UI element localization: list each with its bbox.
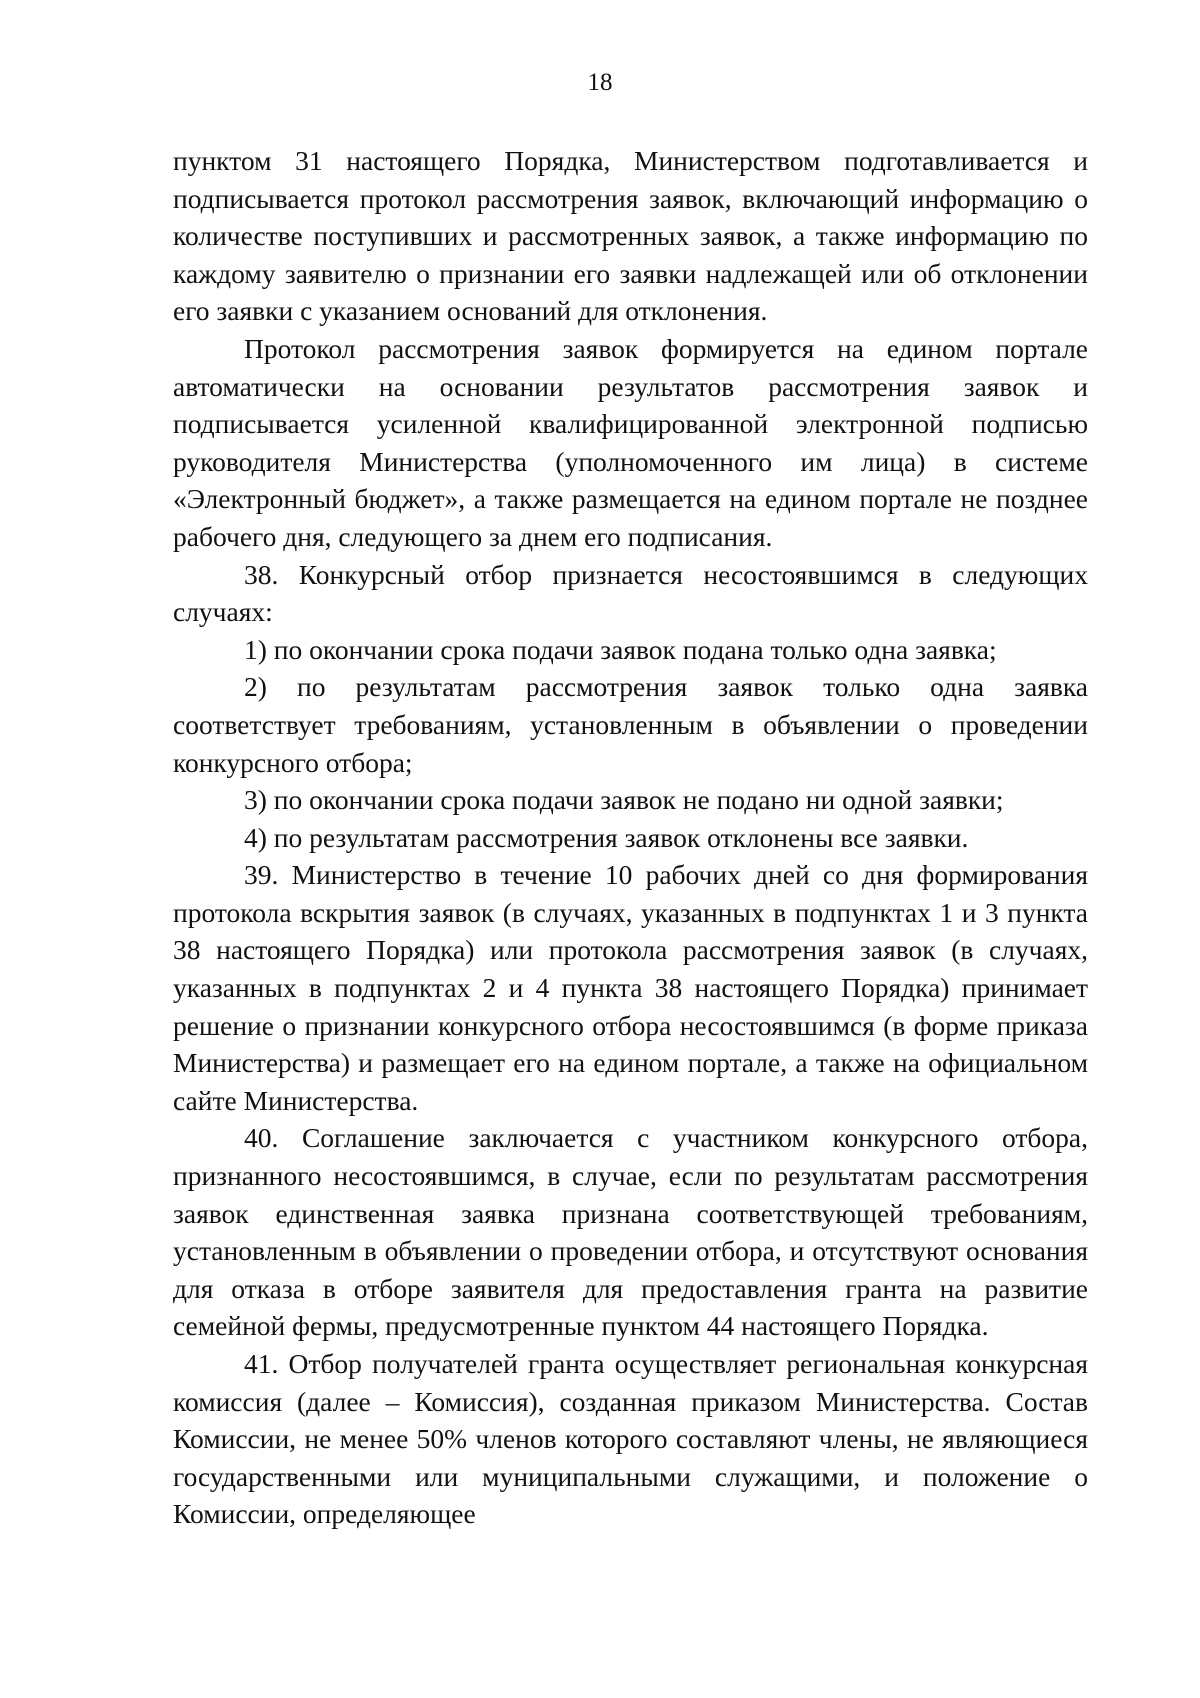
paragraph-point-38-sub-3: 3) по окончании срока подачи заявок не подано ни одной заявки; xyxy=(244,784,1004,816)
paragraph-point-38-sub-2: 2) по результатам рассмотрения заявок только одна заявка соответствует требованиям, установленным в объявлении о проведении конкурсного отбора; xyxy=(173,671,1088,778)
paragraph-point-38-sub-1: 1) по окончании срока подачи заявок подана только одна заявка; xyxy=(244,633,997,665)
paragraph-point-38: 38. Конкурсный отбор признается несостоявшимся в следующих случаях: xyxy=(173,558,1088,628)
paragraph-point-41: 41. Отбор получателей гранта осуществляет региональная конкурсная комиссия (далее – Комиссия), созданная приказом Министерства. Состав Комиссии, не менее 50% членов которого составляют члены, не являющиеся государственными или муниципальными служащими, и положение о Комиссии, определяющее xyxy=(173,1348,1088,1530)
paragraph-point-39: 39. Министерство в течение 10 рабочих дней со дня формирования протокола вскрытия заявок (в случаях, указанных в подпунктах 1 и 3 пункта 38 настоящего Порядка) или протокола рассмотрения заявок (в случаях, указанных в подпунктах 2 и 4 пункта 38 настоящего Порядка) принимает решение о признании конкурсного отбора несостоявшимся (в форме приказа Министерства) и размещает его на едином портале, а также на официальном сайте Министерства. xyxy=(173,859,1088,1116)
paragraph-point-40: 40. Соглашение заключается с участником конкурсного отбора, признанного несостоявшимся, в случае, если по результатам рассмотрения заявок единственная заявка признана соответствующей требованиям, установленным в объявлении о проведении отбора, и отсутствуют основания для отказа в отборе заявителя для предоставления гранта на развитие семейной фермы, предусмотренные пунктом 44 настоящего Порядка. xyxy=(173,1122,1088,1342)
document-body xyxy=(173,142,1088,1533)
paragraph-point-38-sub-4: 4) по результатам рассмотрения заявок отклонены все заявки. xyxy=(244,821,969,853)
paragraph-continuation: пунктом 31 настоящего Порядка, Министерством подготавливается и подписывается протокол рассмотрения заявок, включающий информацию о количестве поступивших и рассмотренных заявок, а также информацию по каждому заявителю о признании его заявки надлежащей или об отклонении его заявки с указанием оснований для отклонения. xyxy=(173,145,1088,327)
page-number: 18 xyxy=(587,69,613,96)
paragraph-protocol: Протокол рассмотрения заявок формируется на едином портале автоматически на основании результатов рассмотрения заявок и подписывается усиленной квалифицированной электронной подписью руководителя Министерства (уполномоченного им лица) в системе «Электронный бюджет», а также размещается на едином портале не позднее рабочего дня, следующего за днем его подписания. xyxy=(173,332,1088,552)
